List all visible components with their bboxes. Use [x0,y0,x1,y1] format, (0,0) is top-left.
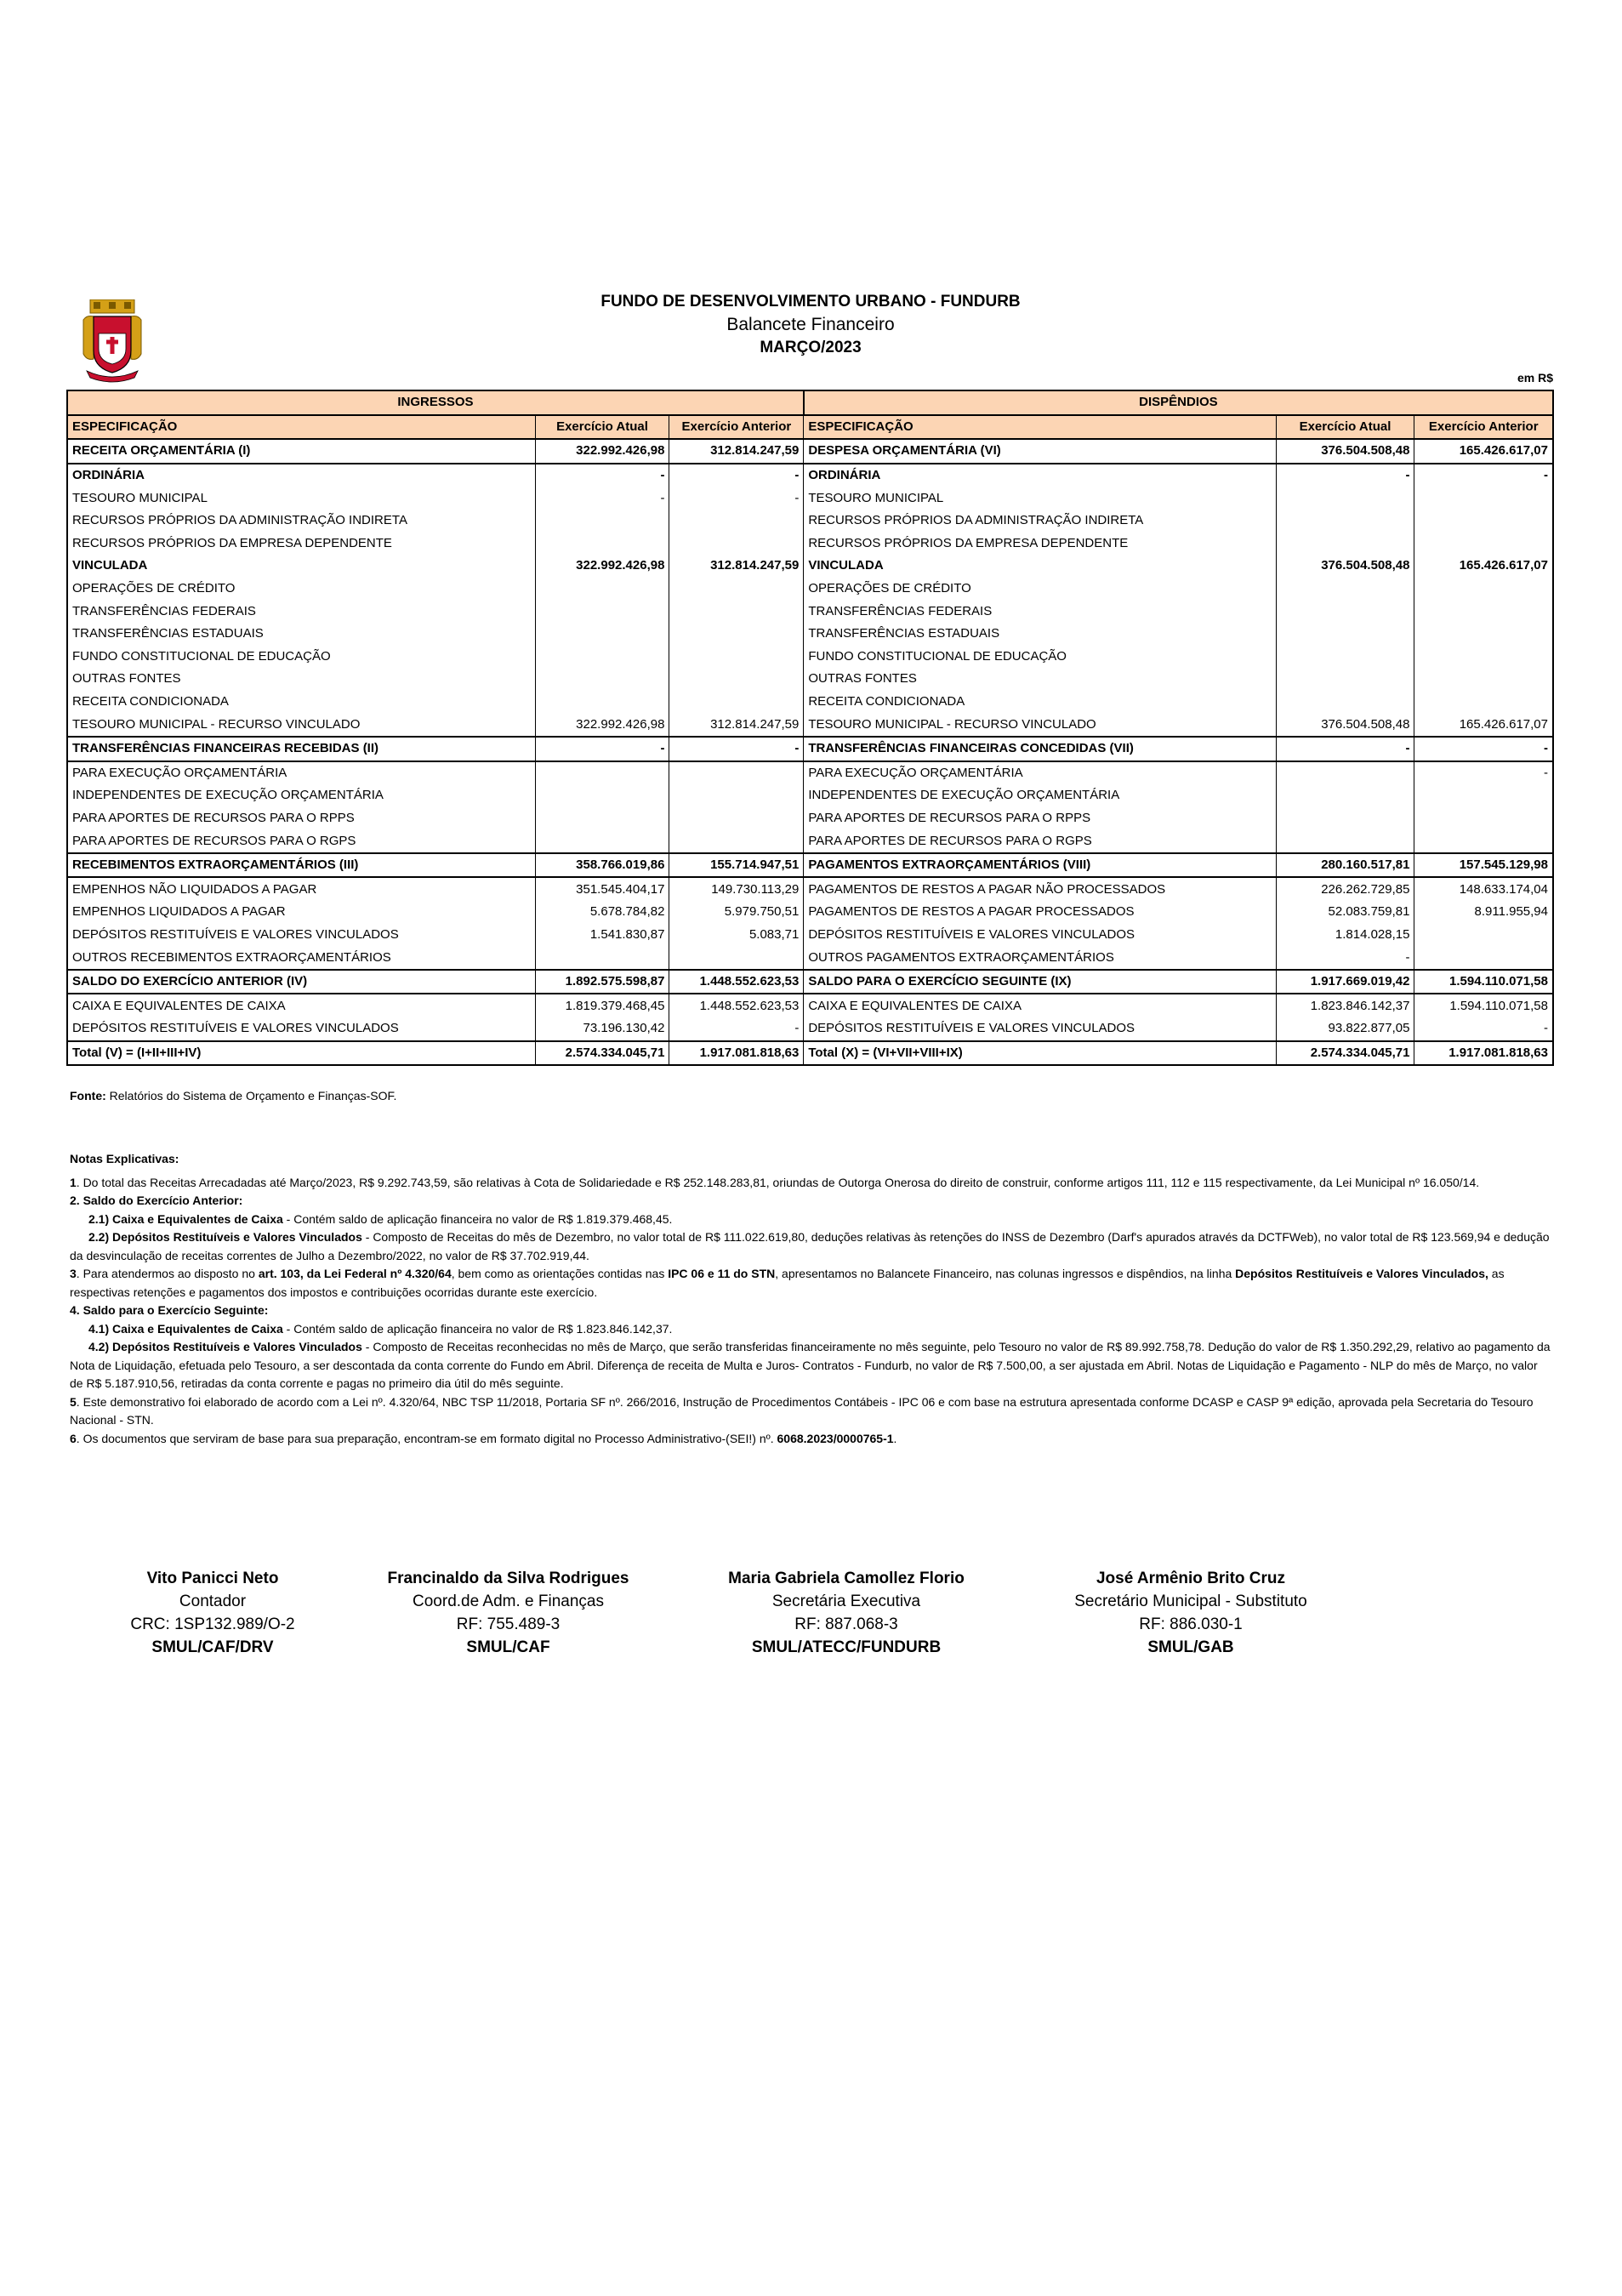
expense-spec-cell: TRANSFERÊNCIAS ESTADUAIS [804,623,1276,646]
expense-current-cell [1276,578,1414,601]
income-spec-cell: RECURSOS PRÓPRIOS DA EMPRESA DEPENDENTE [67,533,535,555]
expense-current-cell [1276,487,1414,510]
table-row [67,691,1553,714]
expense-previous-cell [1414,829,1553,853]
report-title: Balancete Financeiro [726,315,895,334]
expense-previous-cell: 157.545.129,98 [1414,853,1553,878]
note-3-num: 3 [70,1267,77,1280]
income-current-cell [535,807,669,830]
note-3-part-e: , apresentamos no Balancete Financeiro, nas colunas ingressos e dispêndios, na linha [775,1267,1236,1280]
note-3-part-g: as respectivas retenções e pagamentos dos impostos e contribuições ocorridas durante este exercício. [70,1267,1505,1299]
income-spec-cell: CAIXA E EQUIVALENTES DE CAIXA [67,994,535,1017]
note-2-2 [70,1228,1554,1265]
expense-spec-cell: VINCULADA [804,555,1276,578]
table-row [67,737,1553,761]
income-previous-cell: - [669,1017,804,1041]
signer-registration: RF: 755.489-3 [456,1615,561,1633]
expense-current-cell: - [1276,464,1414,487]
note-4-2-text: - Composto de Receitas reconhecidas no mês de Março, que serão transferidas financeiramente no mês seguinte, pelo Tesouro no valor de R$ 89.992.758,78. Dedução do valor de R$ 1.350.292,29, relativo ao pagamento da Nota de Liquidação, efetuada pelo Tesouro, a ser descontada da conta corrente do Fundo em Abril. Diferença de receita de Multa e Juros- Contratos - Fundurb, no valor de R$ 7.500,00, a ser ajustada em Abril. Notas de Liquidação e Pagamento - NLP do mês de Março, no valor de R$ 5.187.910,56, retiradas da conta corrente e pagas no primeiro dia útil do mês seguinte. [70,1340,1551,1390]
column-header-row [67,415,1553,440]
note-5 [70,1393,1554,1430]
table-row [67,668,1553,691]
expense-previous-cell [1414,946,1553,970]
table-row [67,970,1553,994]
table-row [67,439,1553,464]
expense-spec-cell: OUTRAS FONTES [804,668,1276,691]
expense-spec-cell: PAGAMENTOS EXTRAORÇAMENTÁRIOS (VIII) [804,853,1276,878]
signer-name: Maria Gabriela Camollez Florio [728,1570,965,1587]
expense-current-cell: 1.814.028,15 [1276,924,1414,947]
table-row [67,600,1553,623]
note-4-1-head: 4.1) Caixa e Equivalentes de Caixa [88,1321,283,1336]
expense-current-cell [1276,829,1414,853]
income-previous-cell [669,784,804,807]
income-previous-cell [669,807,804,830]
income-spec-cell: OUTROS RECEBIMENTOS EXTRAORÇAMENTÁRIOS [67,946,535,970]
source-text: Relatórios do Sistema de Orçamento e Finanças-SOF. [105,1089,397,1102]
income-current-cell: - [535,487,669,510]
note-4-head: . Saldo para o Exercício Seguinte: [76,1303,269,1317]
income-spec-cell: RECEBIMENTOS EXTRAORÇAMENTÁRIOS (III) [67,853,535,878]
expense-current-cell: 93.822.877,05 [1276,1017,1414,1041]
source-note [70,1089,396,1102]
report-period: MARÇO/2023 [760,339,862,356]
income-previous-cell: 1.448.552.623,53 [669,970,804,994]
col-header-spec-left: ESPECIFICAÇÃO [67,415,535,440]
income-section-title: INGRESSOS [67,390,804,415]
expense-previous-cell [1414,807,1553,830]
expense-spec-cell: TESOURO MUNICIPAL - RECURSO VINCULADO [804,713,1276,737]
table-body [67,439,1553,1065]
expense-previous-cell [1414,691,1553,714]
expense-current-cell: 2.574.334.045,71 [1276,1041,1414,1066]
col-header-atual-left: Exercício Atual [535,415,669,440]
expense-spec-cell: CAIXA E EQUIVALENTES DE CAIXA [804,994,1276,1017]
income-previous-cell: 5.979.750,51 [669,901,804,924]
table-row [67,807,1553,830]
note-3-part-c: , bem como as orientações contidas nas [451,1267,669,1280]
expense-previous-cell [1414,578,1553,601]
note-2-num: 2 [70,1194,77,1207]
expense-spec-cell: PAGAMENTOS DE RESTOS A PAGAR PROCESSADOS [804,901,1276,924]
income-current-cell [535,761,669,785]
income-current-cell: 351.545.404,17 [535,877,669,901]
income-previous-cell [669,533,804,555]
income-previous-cell [669,600,804,623]
expense-current-cell: 376.504.508,48 [1276,439,1414,464]
note-3-part-d: IPC 06 e 11 do STN [668,1267,776,1280]
signer-registration: RF: 886.030-1 [1139,1615,1243,1633]
expense-previous-cell [1414,510,1553,533]
expense-spec-cell: PAGAMENTOS DE RESTOS A PAGAR NÃO PROCESSADOS [804,877,1276,901]
expense-spec-cell: RECURSOS PRÓPRIOS DA EMPRESA DEPENDENTE [804,533,1276,555]
income-current-cell: 358.766.019,86 [535,853,669,878]
note-1-num: 1 [70,1175,77,1189]
table-row [67,555,1553,578]
expense-previous-cell [1414,533,1553,555]
income-current-cell [535,623,669,646]
expense-current-cell [1276,807,1414,830]
expense-current-cell: 226.262.729,85 [1276,877,1414,901]
note-4-2-head: 4.2) Depósitos Restituíveis e Valores Vinculados [88,1340,362,1353]
income-previous-cell [669,946,804,970]
signer-role: Secretária Executiva [771,1592,921,1610]
expense-spec-cell: TESOURO MUNICIPAL [804,487,1276,510]
expense-current-cell [1276,623,1414,646]
table-row [67,578,1553,601]
income-spec-cell: TESOURO MUNICIPAL - RECURSO VINCULADO [67,713,535,737]
expense-current-cell [1276,691,1414,714]
expense-previous-cell: 1.594.110.071,58 [1414,970,1553,994]
expense-previous-cell: - [1414,464,1553,487]
income-current-cell [535,578,669,601]
income-current-cell [535,829,669,853]
note-4 [70,1302,1554,1320]
income-previous-cell: 1.917.081.818,63 [669,1041,804,1066]
note-4-1 [70,1320,1554,1339]
expense-spec-cell: PARA APORTES DE RECURSOS PARA O RGPS [804,829,1276,853]
expense-spec-cell: RECURSOS PRÓPRIOS DA ADMINISTRAÇÃO INDIRETA [804,510,1276,533]
income-previous-cell: 155.714.947,51 [669,853,804,878]
expense-previous-cell [1414,487,1553,510]
expense-current-cell: - [1276,737,1414,761]
income-current-cell: 73.196.130,42 [535,1017,669,1041]
section-title-row [67,390,1553,415]
total-row [67,1041,1553,1066]
expense-current-cell: 1.917.669.019,42 [1276,970,1414,994]
income-spec-cell: RECEITA CONDICIONADA [67,691,535,714]
income-spec-cell: PARA APORTES DE RECURSOS PARA O RGPS [67,829,535,853]
note-3 [70,1265,1554,1302]
expense-previous-cell: - [1414,761,1553,785]
income-previous-cell: - [669,464,804,487]
signer-name: Francinaldo da Silva Rodrigues [387,1570,629,1587]
income-spec-cell: VINCULADA [67,555,535,578]
expense-spec-cell: TRANSFERÊNCIAS FINANCEIRAS CONCEDIDAS (VII) [804,737,1276,761]
expense-current-cell: - [1276,946,1414,970]
signer-registration: RF: 887.068-3 [794,1615,898,1633]
table-row [67,487,1553,510]
note-3-part-b: art. 103, da Lei Federal nº 4.320/64 [258,1267,452,1280]
expense-current-cell [1276,761,1414,785]
expense-current-cell [1276,646,1414,669]
income-spec-cell: TRANSFERÊNCIAS FINANCEIRAS RECEBIDAS (II) [67,737,535,761]
note-1-text: . Do total das Receitas Arrecadadas até Março/2023, R$ 9.292.743,59, são relativas à Cota de Solidariedade e R$ 252.148.283,81, oriundas de Outorga Onerosa do direito de construir, conforme artigos 111, 112 e 115 respectivamente, da Lei Municipal nº 16.050/14. [76,1175,1480,1189]
note-2-2-head: 2.2) Depósitos Restituíveis e Valores Vinculados [88,1230,362,1244]
income-previous-cell [669,761,804,785]
income-spec-cell: RECURSOS PRÓPRIOS DA ADMINISTRAÇÃO INDIRETA [67,510,535,533]
income-spec-cell: INDEPENDENTES DE EXECUÇÃO ORÇAMENTÁRIA [67,784,535,807]
income-current-cell [535,533,669,555]
income-current-cell: 1.819.379.468,45 [535,994,669,1017]
expense-current-cell: 376.504.508,48 [1276,713,1414,737]
income-previous-cell [669,691,804,714]
income-current-cell: - [535,464,669,487]
income-spec-cell: ORDINÁRIA [67,464,535,487]
signer-department: SMUL/CAF/DRV [151,1638,274,1656]
expense-current-cell [1276,600,1414,623]
note-6-num: 6 [70,1431,77,1445]
expense-spec-cell: DEPÓSITOS RESTITUÍVEIS E VALORES VINCULADOS [804,1017,1276,1041]
expense-spec-cell: PARA EXECUÇÃO ORÇAMENTÁRIA [804,761,1276,785]
income-current-cell: 1.892.575.598,87 [535,970,669,994]
income-previous-cell [669,829,804,853]
expense-current-cell: 280.160.517,81 [1276,853,1414,878]
table-row [67,761,1553,785]
note-2-1 [70,1211,1554,1229]
note-2-1-head: 2.1) Caixa e Equivalentes de Caixa [88,1211,283,1226]
expense-section-title: DISPÊNDIOS [804,390,1553,415]
expense-spec-cell: DESPESA ORÇAMENTÁRIA (VI) [804,439,1276,464]
income-current-cell [535,600,669,623]
table-row [67,901,1553,924]
income-previous-cell: 149.730.113,29 [669,877,804,901]
income-spec-cell: EMPENHOS LIQUIDADOS A PAGAR [67,901,535,924]
income-current-cell [535,691,669,714]
signer-registration: CRC: 1SP132.989/O-2 [130,1615,295,1633]
income-spec-cell: TRANSFERÊNCIAS FEDERAIS [67,600,535,623]
table-row [67,1017,1553,1041]
income-spec-cell: SALDO DO EXERCÍCIO ANTERIOR (IV) [67,970,535,994]
signature-block [85,1567,1378,1659]
income-previous-cell [669,623,804,646]
expense-previous-cell: 165.426.617,07 [1414,555,1553,578]
table-row [67,877,1553,901]
income-previous-cell: 312.814.247,59 [669,713,804,737]
signature-1 [85,1567,340,1659]
note-1 [70,1174,1554,1193]
income-previous-cell: - [669,487,804,510]
note-4-2 [70,1338,1554,1393]
income-spec-cell: RECEITA ORÇAMENTÁRIA (I) [67,439,535,464]
expense-previous-cell: 165.426.617,07 [1414,713,1553,737]
income-previous-cell: 312.814.247,59 [669,439,804,464]
note-6-process-number: 6068.2023/0000765-1 [777,1431,894,1445]
expense-current-cell [1276,510,1414,533]
expense-spec-cell: FUNDO CONSTITUCIONAL DE EDUCAÇÃO [804,646,1276,669]
document-header [66,291,1555,359]
expense-previous-cell [1414,646,1553,669]
table-row [67,464,1553,487]
expense-previous-cell: - [1414,1017,1553,1041]
note-2-2-text: - Composto de Receitas do mês de Dezembro, no valor total de R$ 111.022.619,80, deduções relativas às retenções do INSS de Dezembro (Darf's apurados através da DCTFWeb), no valor total de R$ 123.569,94 e dedução da desvinculação de receitas correntes de Julho a Dezembro/2022, no valor de R$ 37.702.919,44. [70,1230,1550,1262]
signer-department: SMUL/ATECC/FUNDURB [751,1638,942,1656]
income-current-cell: 322.992.426,98 [535,713,669,737]
income-spec-cell: TRANSFERÊNCIAS ESTADUAIS [67,623,535,646]
income-current-cell: 322.992.426,98 [535,555,669,578]
table-row [67,713,1553,737]
table-row [67,533,1553,555]
income-spec-cell: EMPENHOS NÃO LIQUIDADOS A PAGAR [67,877,535,901]
income-spec-cell: DEPÓSITOS RESTITUÍVEIS E VALORES VINCULADOS [67,924,535,947]
note-4-1-text: - Contém saldo de aplicação financeira no valor de R$ 1.823.846.142,37. [282,1321,673,1336]
col-header-spec-right: ESPECIFICAÇÃO [804,415,1276,440]
expense-previous-cell: 165.426.617,07 [1414,439,1553,464]
income-current-cell [535,946,669,970]
signer-department: SMUL/GAB [1147,1638,1234,1656]
table-row [67,946,1553,970]
income-current-cell: - [535,737,669,761]
expense-current-cell: 376.504.508,48 [1276,555,1414,578]
explanatory-notes [70,1150,1554,1448]
currency-unit: em R$ [1517,371,1553,385]
expense-previous-cell: 1.917.081.818,63 [1414,1041,1553,1066]
income-current-cell: 2.574.334.045,71 [535,1041,669,1066]
income-previous-cell: 312.814.247,59 [669,555,804,578]
source-label: Fonte: [70,1089,106,1102]
expense-spec-cell: PARA APORTES DE RECURSOS PARA O RPPS [804,807,1276,830]
income-spec-cell: DEPÓSITOS RESTITUÍVEIS E VALORES VINCULADOS [67,1017,535,1041]
table-row [67,829,1553,853]
expense-spec-cell: Total (X) = (VI+VII+VIII+IX) [804,1041,1276,1066]
expense-spec-cell: ORDINÁRIA [804,464,1276,487]
income-current-cell [535,784,669,807]
expense-previous-cell [1414,924,1553,947]
signer-department: SMUL/CAF [466,1638,550,1656]
income-current-cell [535,668,669,691]
income-previous-cell [669,578,804,601]
signer-role: Coord.de Adm. e Finanças [413,1592,604,1610]
expense-previous-cell: 1.594.110.071,58 [1414,994,1553,1017]
fund-title: FUNDO DE DESENVOLVIMENTO URBANO - FUNDURB [600,293,1021,311]
expense-spec-cell: RECEITA CONDICIONADA [804,691,1276,714]
income-spec-cell: TESOURO MUNICIPAL [67,487,535,510]
income-previous-cell: - [669,737,804,761]
expense-previous-cell [1414,668,1553,691]
expense-spec-cell: TRANSFERÊNCIAS FEDERAIS [804,600,1276,623]
expense-spec-cell: OPERAÇÕES DE CRÉDITO [804,578,1276,601]
expense-current-cell: 1.823.846.142,37 [1276,994,1414,1017]
income-previous-cell: 5.083,71 [669,924,804,947]
income-spec-cell: OUTRAS FONTES [67,668,535,691]
expense-current-cell [1276,784,1414,807]
signature-2 [340,1567,676,1659]
note-2 [70,1192,1554,1211]
expense-spec-cell: SALDO PARA O EXERCÍCIO SEGUINTE (IX) [804,970,1276,994]
income-previous-cell: 1.448.552.623,53 [669,994,804,1017]
note-2-head: . Saldo do Exercício Anterior: [76,1194,243,1207]
signature-3 [676,1567,1016,1659]
note-4-num: 4 [70,1303,77,1317]
income-current-cell: 1.541.830,87 [535,924,669,947]
income-current-cell [535,510,669,533]
expense-current-cell [1276,533,1414,555]
table-row [67,994,1553,1017]
income-spec-cell: OPERAÇÕES DE CRÉDITO [67,578,535,601]
col-header-atual-right: Exercício Atual [1276,415,1414,440]
expense-previous-cell [1414,623,1553,646]
income-current-cell [535,646,669,669]
table-row [67,510,1553,533]
income-spec-cell: FUNDO CONSTITUCIONAL DE EDUCAÇÃO [67,646,535,669]
expense-previous-cell: 8.911.955,94 [1414,901,1553,924]
col-header-anterior-right: Exercício Anterior [1414,415,1553,440]
signer-role: Secretário Municipal - Substituto [1074,1592,1307,1610]
income-current-cell: 5.678.784,82 [535,901,669,924]
table-row [67,853,1553,878]
signer-role: Contador [179,1592,247,1610]
note-3-part-f: Depósitos Restituíveis e Valores Vinculados, [1235,1267,1488,1280]
expense-current-cell [1276,668,1414,691]
table-row [67,784,1553,807]
income-spec-cell: Total (V) = (I+II+III+IV) [67,1041,535,1066]
note-2-1-text: - Contém saldo de aplicação financeira no valor de R$ 1.819.379.468,45. [282,1211,673,1226]
note-5-num: 5 [70,1394,77,1409]
note-5-text: . Este demonstrativo foi elaborado de acordo com a Lei nº. 4.320/64, NBC TSP 11/2018, Portaria SF nº. 266/2016, Instrução de Procedimentos Contábeis - IPC 06 e com base na estrutura apresentada conforme DCASP e CASP 9ª edição, aprovada pela Secretaria do Tesouro Nacional - STN. [70,1394,1534,1427]
table-row [67,646,1553,669]
signer-name: Vito Panicci Neto [146,1570,279,1587]
income-previous-cell [669,646,804,669]
expense-previous-cell [1414,600,1553,623]
income-spec-cell: PARA APORTES DE RECURSOS PARA O RPPS [67,807,535,830]
expense-spec-cell: INDEPENDENTES DE EXECUÇÃO ORÇAMENTÁRIA [804,784,1276,807]
expense-current-cell: 52.083.759,81 [1276,901,1414,924]
col-header-anterior-left: Exercício Anterior [669,415,804,440]
expense-previous-cell [1414,784,1553,807]
table-row [67,924,1553,947]
income-spec-cell: PARA EXECUÇÃO ORÇAMENTÁRIA [67,761,535,785]
signature-4 [1016,1567,1365,1659]
expense-previous-cell: 148.633.174,04 [1414,877,1553,901]
table-row [67,623,1553,646]
expense-spec-cell: DEPÓSITOS RESTITUÍVEIS E VALORES VINCULADOS [804,924,1276,947]
expense-previous-cell: - [1414,737,1553,761]
note-6 [70,1430,1554,1449]
expense-spec-cell: OUTROS PAGAMENTOS EXTRAORÇAMENTÁRIOS [804,946,1276,970]
note-6-text: . Os documentos que serviram de base para sua preparação, encontram-se em formato digital no Processo Administrativo-(SEI!) nº. [76,1431,777,1445]
income-previous-cell [669,668,804,691]
note-3-part-a: . Para atendermos ao disposto no [76,1267,259,1280]
income-previous-cell [669,510,804,533]
income-current-cell: 322.992.426,98 [535,439,669,464]
signer-name: José Armênio Brito Cruz [1096,1570,1286,1587]
notes-title: Notas Explicativas: [70,1152,179,1165]
note-6-end: . [893,1431,897,1445]
financial-balance-table [66,390,1554,1066]
